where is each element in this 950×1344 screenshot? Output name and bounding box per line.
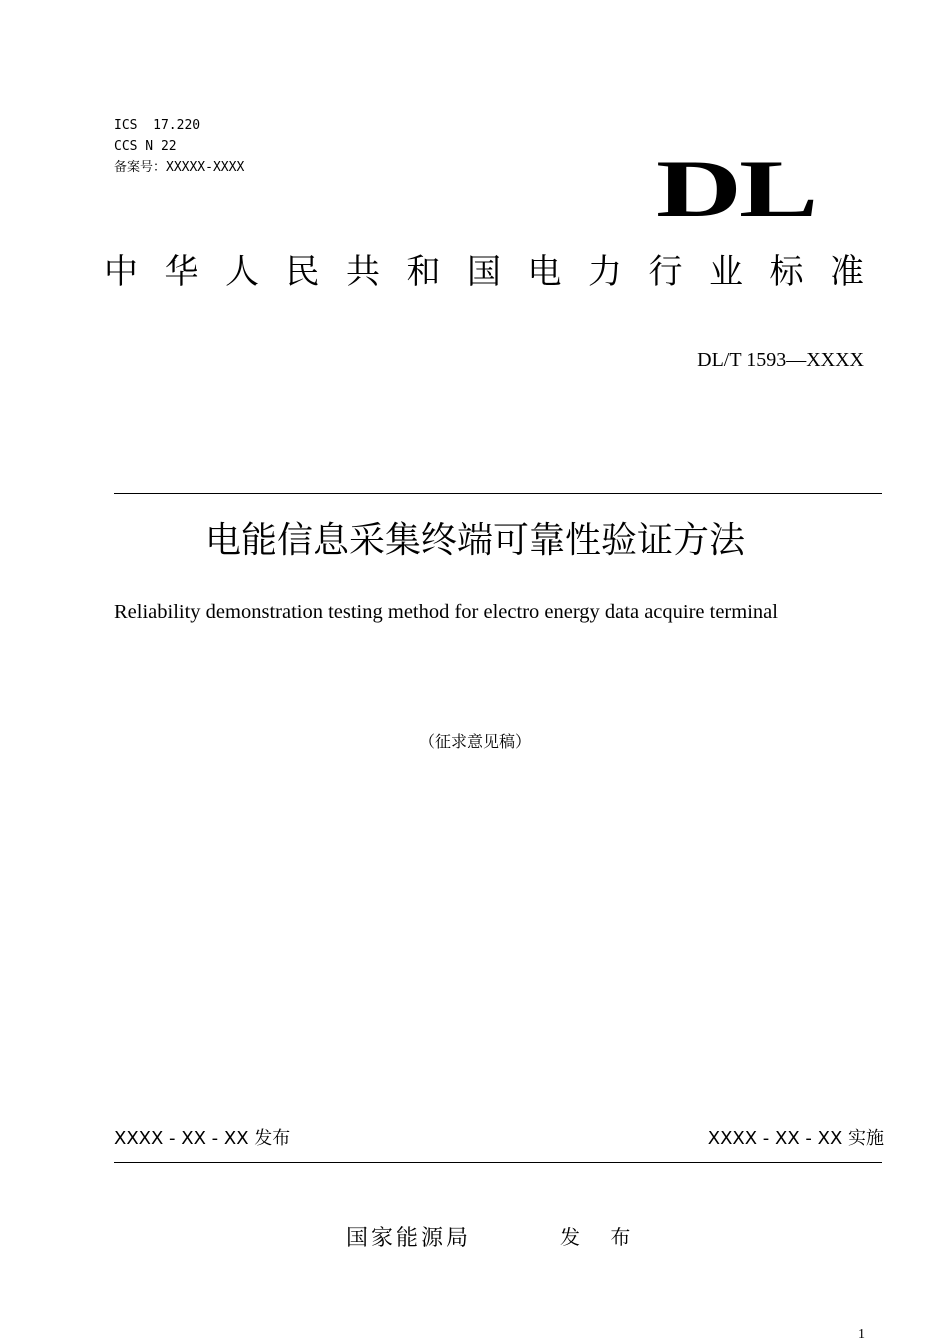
ccs-code: CCS N 22 <box>114 139 177 154</box>
issuer-name: 国家能源局 <box>346 1226 472 1251</box>
implementation-date: XXXX - XX - XX 实施 <box>707 1128 884 1149</box>
org-title: 中华人民共和国电力行业标准 <box>104 252 891 292</box>
filing-number: 备案号：XXXXX-XXXX <box>114 160 245 175</box>
bottom-divider <box>114 1162 882 1163</box>
issuer-action: 发 布 <box>560 1225 643 1249</box>
standard-number: DL/T 1593—XXXX <box>697 349 864 371</box>
dl-logo: DL <box>656 143 816 234</box>
ics-code: ICS 17.220 <box>114 118 201 133</box>
page-number: 1 <box>858 1327 865 1342</box>
document-title-english: Reliability demonstration testing method for electro energy data acquire terminal <box>114 601 778 623</box>
top-divider <box>114 493 882 494</box>
release-date: XXXX - XX - XX 发布 <box>114 1128 291 1149</box>
document-title: 电能信息采集终端可靠性验证方法 <box>204 520 745 561</box>
draft-status: （征求意见稿） <box>418 732 531 751</box>
